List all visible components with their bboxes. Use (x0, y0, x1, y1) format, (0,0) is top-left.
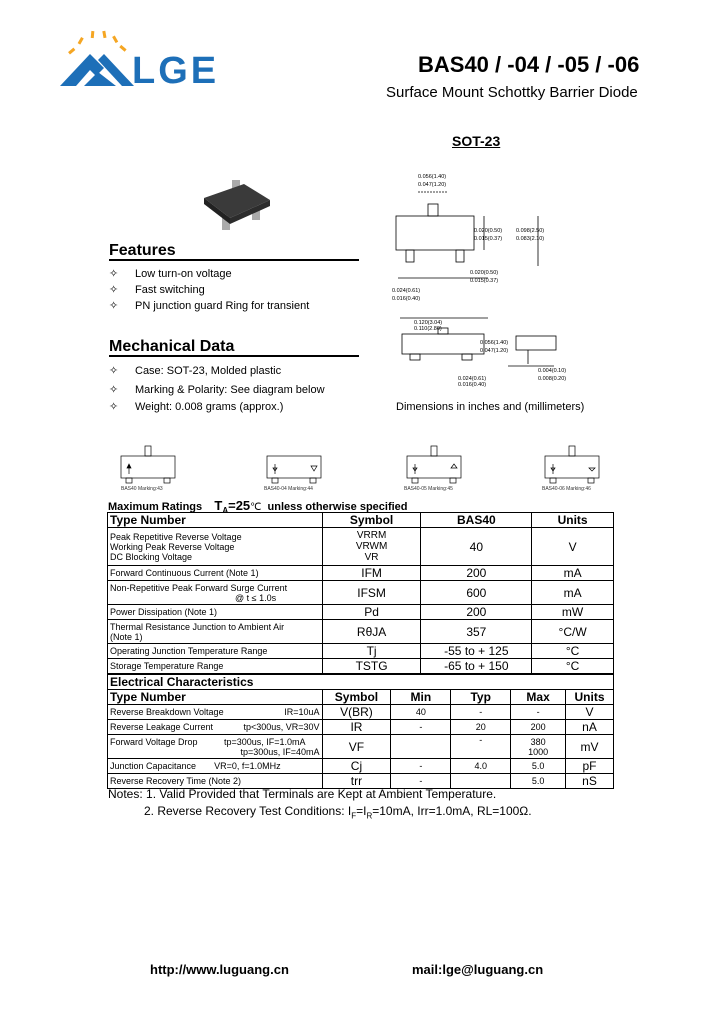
table-row: Reverse Leakage Current tp<300us, VR=30V IR - 20 200 nA (108, 720, 614, 735)
dimension-drawing (378, 166, 568, 388)
dim-label: 0.110(2.80) (414, 326, 442, 332)
dim-label: 0.120(3.04) (414, 320, 443, 326)
feature-item: ✧ PN junction guard Ring for transient (109, 300, 310, 312)
marking-label: BAS40-06 Marking:46 (542, 486, 591, 492)
lge-logo-icon (58, 24, 136, 90)
dim-label: 0.083(2.10) (516, 236, 545, 242)
footer-website-link[interactable]: http://www.luguang.cn (150, 962, 289, 977)
table-row: Reverse Recovery Time (Note 2) trr - 5.0 nS (108, 774, 614, 789)
dim-label: 0.047(1.20) (418, 182, 447, 188)
notes (108, 786, 532, 824)
max-ratings-title: Maximum Ratings $T_A=25℃$ unless otherwise specified (108, 498, 408, 516)
electrical-table (107, 674, 614, 789)
dim-label: 0.024(0.61) (458, 376, 487, 382)
part-subtitle: Surface Mount Schottky Barrier Diode (386, 84, 638, 101)
dim-label: 0.015(0.37) (474, 236, 503, 242)
dim-label: 0.020(0.50) (470, 270, 499, 276)
package-photo-icon (200, 178, 276, 234)
dim-label: 0.047(1.20) (480, 348, 509, 354)
marking-label: BAS40-04 Marking:44 (264, 486, 313, 492)
table-row: Non-Repetitive Peak Forward Surge Current @ t ≤ 1.0s IFSM 600 mA (108, 581, 614, 605)
features-divider (109, 259, 359, 261)
dim-label: 0.020(0.50) (474, 228, 503, 234)
mechanical-item: ✧ Weight: 0.008 grams (approx.) (109, 401, 284, 413)
marking-label: BAS40 Marking:43 (121, 486, 163, 492)
dim-label: 0.004(0.10) (538, 368, 567, 374)
feature-item: ✧ Low turn-on voltage (109, 268, 232, 280)
features-heading: Features (109, 242, 176, 259)
dim-label: 0.098(2.50) (516, 228, 545, 234)
marking-diagram-bas40-04 (263, 444, 327, 484)
dim-label: 0.016(0.40) (392, 296, 421, 302)
table-row: Forward Voltage Drop tp=300us, IF=1.0mA tp=300us, IF=40mA VF - 380 1000 mV (108, 735, 614, 759)
table-row: Junction Capacitance VR=0, f=1.0MHz Cj - 4.0 5.0 pF (108, 759, 614, 774)
marking-diagram-bas40-06 (541, 444, 605, 484)
table-header-row: Type Number Symbol BAS40 Units (108, 513, 614, 528)
dim-label: 0.056(1.40) (480, 340, 509, 346)
max-ratings-table (107, 512, 614, 674)
dim-label: 0.056(1.40) (418, 174, 447, 180)
section-title-row: Electrical Characteristics (108, 675, 614, 690)
table-row: Operating Junction Temperature Range Tj -55 to + 125 °C (108, 644, 614, 659)
mechanical-item: ✧ Case: SOT-23, Molded plastic (109, 365, 282, 377)
mechanical-item: ✧ Marking & Polarity: See diagram below (109, 384, 325, 396)
table-row: Reverse Breakdown Voltage IR=10uA V(BR) 40 - - V (108, 705, 614, 720)
table-row: Forward Continuous Current (Note 1) IFM 200 mA (108, 566, 614, 581)
mechanical-divider (109, 355, 359, 357)
table-row: Thermal Resistance Junction to Ambient Air (Note 1) RθJA 357 °C/W (108, 620, 614, 644)
table-header-row: Type Number Symbol Min Typ Max Units (108, 690, 614, 705)
table-row: Power Dissipation (Note 1) Pd 200 mW (108, 605, 614, 620)
note-1: Notes: 1. Valid Provided that Terminals are Kept at Ambient Temperature. (108, 787, 497, 801)
table-row: Peak Repetitive Reverse Voltage Working Peak Reverse Voltage DC Blocking Voltage VRRM VRWM VR 40 V (108, 528, 614, 566)
part-title: BAS40 / -04 / -05 / -06 (418, 52, 640, 77)
footer-email-link[interactable]: mail:lge@luguang.cn (412, 962, 544, 977)
table-row: Storage Temperature Range TSTG -65 to + 150 °C (108, 659, 614, 674)
dim-label: 0.024(0.61) (392, 288, 421, 294)
dim-label: 0.016(0.40) (458, 382, 487, 388)
note-2: 2. Reverse Recovery Test Conditions: $I_F=I_R=10mA$, Irr=1.0mA, RL=100Ω. (144, 804, 532, 821)
dim-label: 0.015(0.37) (470, 278, 499, 284)
feature-item: ✧ Fast switching (109, 284, 205, 296)
package-label: SOT-23 (452, 133, 501, 149)
marking-diagram-bas40 (117, 444, 181, 484)
dim-label: 0.008(0.20) (538, 376, 567, 382)
marking-label: BAS40-05 Marking:45 (404, 486, 453, 492)
marking-diagram-bas40-05 (403, 444, 467, 484)
mechanical-heading: Mechanical Data (109, 338, 235, 355)
dimensions-caption: Dimensions in inches and (millimeters) (396, 401, 585, 413)
logo-text: LGE (132, 50, 220, 92)
